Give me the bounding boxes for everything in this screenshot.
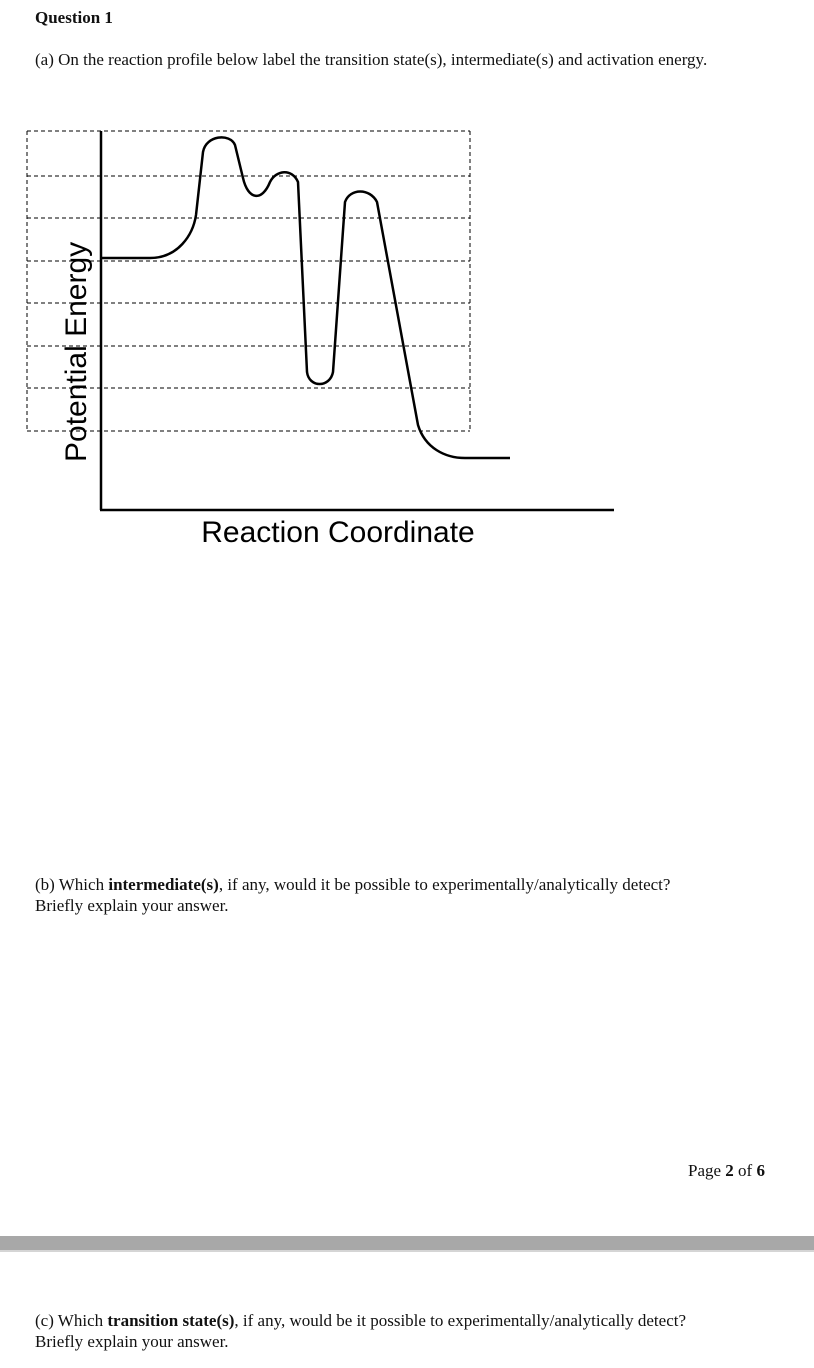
reaction-profile-diagram [0,0,814,560]
part-b-prompt [35,874,670,916]
part-c-bold: transition state(s) [107,1311,235,1330]
page-current: 2 [725,1161,734,1180]
page-total: 6 [756,1161,765,1180]
page-word: Page [688,1161,722,1180]
part-b-bold: intermediate(s) [108,875,219,894]
page-divider [0,1236,814,1250]
part-b-post: , if any, would it be possible to experimentally/analytically detect? [218,875,671,894]
part-b-line2: Briefly explain your answer. [35,896,229,915]
question-title: Question 1 [35,8,113,27]
energy-profile-curve [101,137,510,458]
part-c-pre: (c) Which [35,1311,108,1330]
page-of: of [738,1161,753,1180]
part-b-pre: (b) Which [35,875,109,894]
part-a-text: (a) On the reaction profile below label the transition state(s), intermediate(s) and activation energy. [35,50,708,69]
part-b-line1 [35,874,670,895]
part-c-prompt [35,1310,686,1352]
part-c-line2: Briefly explain your answer. [35,1332,229,1351]
part-c-line1 [35,1310,686,1331]
grid-lines [27,131,470,431]
x-axis-label: Reaction Coordinate [201,516,475,549]
part-c-post: , if any, would be it possible to experimentally/analytically detect? [234,1311,687,1330]
y-axis-label: Potential Energy [60,241,93,462]
page-number [688,1161,765,1181]
